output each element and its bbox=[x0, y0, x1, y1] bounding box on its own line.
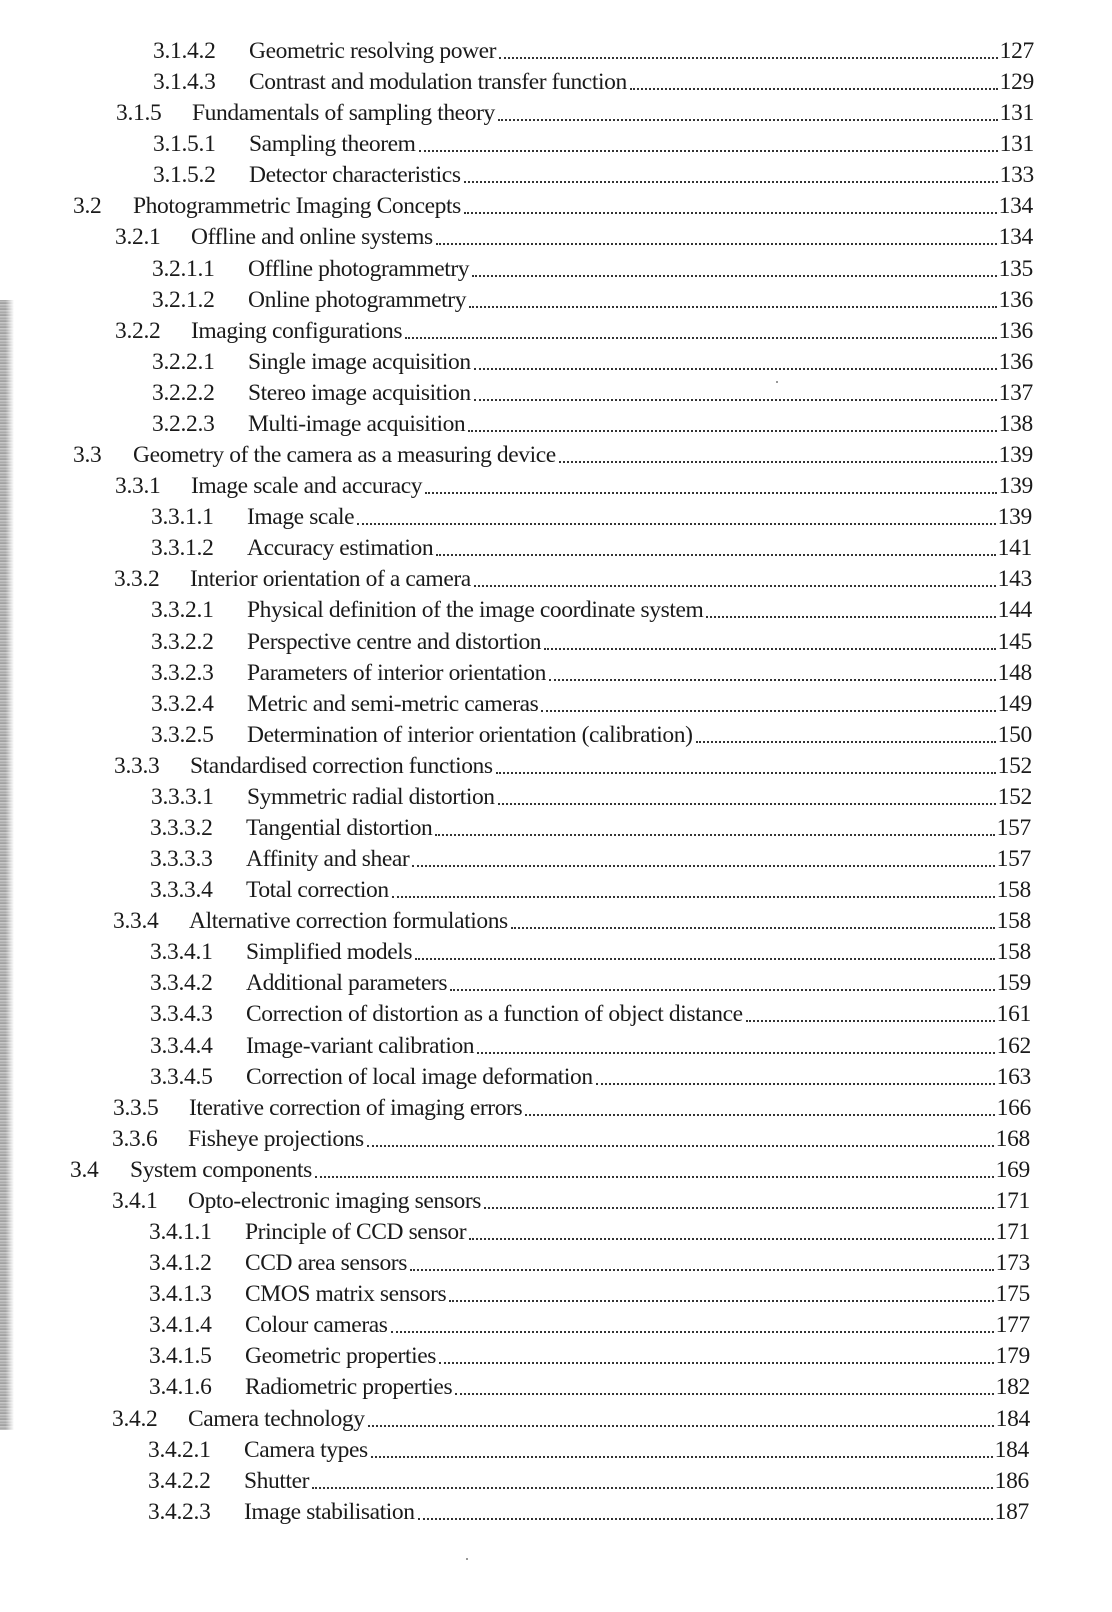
toc-entry-title: Accuracy estimation bbox=[247, 535, 434, 562]
toc-entry-number: 3.3.4.4 bbox=[150, 1032, 213, 1059]
toc-entry-page-number: 137 bbox=[998, 379, 1033, 406]
toc-entry-number: 3.3 bbox=[73, 442, 102, 469]
toc-entry[interactable] bbox=[150, 1062, 1031, 1093]
toc-entry-page-number: 148 bbox=[997, 659, 1032, 686]
toc-entry-title: Image stabilisation bbox=[244, 1498, 415, 1525]
toc-entry-number: 3.1.4.2 bbox=[153, 38, 216, 64]
toc-entry-page-number: 127 bbox=[999, 38, 1034, 64]
toc-entry-number: 3.3.2.3 bbox=[151, 659, 214, 686]
dot-leader bbox=[371, 1456, 993, 1458]
toc-entry-number: 3.2 bbox=[73, 193, 102, 220]
toc-entry-page-number: 157 bbox=[996, 846, 1031, 873]
toc-entry-title: Correction of local image deformation bbox=[246, 1063, 593, 1090]
toc-entry-page-number: 149 bbox=[997, 690, 1032, 717]
dot-leader bbox=[419, 150, 998, 152]
dot-leader bbox=[455, 1393, 993, 1395]
toc-entry[interactable] bbox=[73, 440, 1033, 471]
toc-entry-number: 3.3.3.4 bbox=[150, 877, 213, 904]
toc-entry-number: 3.4.1 bbox=[112, 1187, 158, 1214]
toc-entry-number: 3.3.3.2 bbox=[150, 815, 213, 841]
toc-entry-title: Stereo image acquisition bbox=[248, 379, 471, 406]
toc-entry-number: 3.3.4 bbox=[113, 908, 159, 935]
toc-entry-number: 3.4.1.5 bbox=[149, 1343, 212, 1370]
toc-entry-number: 3.4.1.3 bbox=[149, 1281, 212, 1308]
toc-entry-title: Alternative correction formulations bbox=[189, 908, 508, 935]
toc-entry[interactable] bbox=[151, 533, 1032, 564]
toc-entry-number: 3.4.2 bbox=[112, 1405, 158, 1432]
toc-entry[interactable] bbox=[148, 1466, 1029, 1497]
toc-entry-title: Shutter bbox=[244, 1467, 310, 1494]
toc-entry-number: 3.4 bbox=[70, 1156, 99, 1183]
toc-entry[interactable] bbox=[149, 1372, 1030, 1403]
toc-entry-page-number: 179 bbox=[995, 1343, 1030, 1370]
toc-entry-number: 3.4.1.4 bbox=[149, 1312, 212, 1339]
toc-entry-page-number: 171 bbox=[995, 1219, 1030, 1246]
toc-entry-number: 3.4.1.2 bbox=[149, 1250, 212, 1277]
toc-entry-number: 3.2.1 bbox=[115, 224, 161, 251]
toc-entry-page-number: 173 bbox=[995, 1250, 1030, 1277]
toc-entry-number: 3.2.2.3 bbox=[152, 410, 215, 437]
toc-entry-page-number: 162 bbox=[996, 1032, 1031, 1059]
toc-entry-page-number: 136 bbox=[998, 348, 1033, 375]
toc-entry-page-number: 175 bbox=[995, 1281, 1030, 1308]
toc-entry-title: Image-variant calibration bbox=[246, 1032, 475, 1059]
dot-leader bbox=[418, 1518, 993, 1520]
toc-entry-number: 3.3.4.1 bbox=[150, 939, 213, 966]
dot-leader bbox=[405, 337, 997, 339]
toc-entry[interactable] bbox=[149, 1310, 1030, 1341]
toc-entry-page-number: 187 bbox=[994, 1498, 1029, 1525]
toc-entry-page-number: 143 bbox=[997, 566, 1032, 593]
toc-entry[interactable] bbox=[114, 751, 1032, 782]
dot-leader bbox=[746, 1020, 995, 1022]
toc-entry[interactable] bbox=[112, 1404, 1030, 1435]
dot-leader bbox=[410, 1269, 994, 1271]
toc-entry-title: Principle of CCD sensor bbox=[245, 1219, 467, 1246]
toc-entry[interactable] bbox=[153, 36, 1034, 67]
toc-entry-title: Symmetric radial distortion bbox=[247, 783, 495, 810]
dot-leader bbox=[367, 1145, 994, 1147]
toc-entry[interactable] bbox=[151, 689, 1032, 720]
dot-leader bbox=[312, 1487, 993, 1489]
toc-entry[interactable] bbox=[151, 502, 1032, 533]
toc-entry-title: Offline photogrammetry bbox=[248, 255, 470, 282]
toc-entry-title: Detector characteristics bbox=[249, 162, 461, 189]
toc-entry[interactable] bbox=[152, 378, 1033, 409]
toc-entry[interactable] bbox=[149, 1248, 1030, 1279]
dot-leader bbox=[499, 57, 998, 59]
toc-entry-page-number: 184 bbox=[995, 1405, 1030, 1432]
toc-entry[interactable] bbox=[153, 129, 1034, 160]
toc-entry-title: CMOS matrix sensors bbox=[245, 1281, 447, 1308]
dot-leader bbox=[368, 1425, 994, 1427]
toc-entry-title: Geometric resolving power bbox=[249, 38, 497, 64]
toc-entry-number: 3.4.1.1 bbox=[149, 1219, 212, 1246]
toc-entry[interactable] bbox=[151, 720, 1032, 751]
toc-entry-title: Single image acquisition bbox=[248, 348, 471, 375]
toc-entry-title: Iterative correction of imaging errors bbox=[189, 1094, 523, 1121]
toc-entry[interactable] bbox=[150, 813, 1031, 844]
toc-entry-page-number: 131 bbox=[999, 131, 1034, 158]
toc-entry-title: Imaging configurations bbox=[191, 317, 403, 344]
toc-entry-number: 3.4.1.6 bbox=[149, 1374, 212, 1401]
toc-entry-number: 3.1.5.1 bbox=[153, 131, 216, 158]
toc-entry-number: 3.3.4.5 bbox=[150, 1063, 213, 1090]
toc-entry[interactable] bbox=[150, 1031, 1031, 1062]
toc-entry-page-number: 138 bbox=[998, 410, 1033, 437]
dot-leader bbox=[357, 523, 995, 525]
toc-entry[interactable] bbox=[153, 67, 1034, 98]
toc-entry-page-number: 139 bbox=[997, 504, 1032, 531]
toc-entry[interactable] bbox=[151, 782, 1032, 813]
dot-leader bbox=[468, 430, 996, 432]
toc-entry-title: Physical definition of the image coordinate system bbox=[247, 597, 704, 624]
toc-entry-page-number: 158 bbox=[996, 877, 1031, 904]
toc-entry[interactable] bbox=[151, 658, 1032, 689]
dot-leader bbox=[474, 368, 997, 370]
toc-entry-title: System components bbox=[130, 1156, 312, 1183]
toc-entry-page-number: 131 bbox=[999, 100, 1034, 127]
toc-entry[interactable] bbox=[115, 222, 1033, 253]
toc-entry-title: Multi-image acquisition bbox=[248, 410, 466, 437]
dot-leader bbox=[436, 243, 997, 245]
dot-leader bbox=[541, 710, 995, 712]
toc-entry-page-number: 157 bbox=[996, 815, 1031, 841]
toc-entry-page-number: 145 bbox=[997, 628, 1032, 655]
toc-entry-page-number: 152 bbox=[997, 783, 1032, 810]
toc-entry-number: 3.4.2.1 bbox=[148, 1436, 211, 1463]
toc-entry-title: Photogrammetric Imaging Concepts bbox=[133, 193, 461, 220]
toc-entry-number: 3.3.2.4 bbox=[151, 690, 214, 717]
toc-entry[interactable] bbox=[116, 98, 1034, 129]
dot-leader bbox=[474, 399, 997, 401]
toc-entry-number: 3.1.5 bbox=[116, 100, 162, 127]
dot-leader bbox=[477, 1052, 994, 1054]
toc-entry-title: Perspective centre and distortion bbox=[247, 628, 542, 655]
toc-entry-number: 3.4.2.3 bbox=[148, 1498, 211, 1525]
toc-entry-page-number: 182 bbox=[995, 1374, 1030, 1401]
toc-entry-number: 3.3.4.2 bbox=[150, 970, 213, 997]
toc-entry[interactable] bbox=[150, 875, 1031, 906]
dot-leader bbox=[511, 927, 995, 929]
toc-entry-title: Image scale and accuracy bbox=[191, 473, 423, 500]
toc-entry-number: 3.2.2.2 bbox=[152, 379, 215, 406]
scan-edge-shadow bbox=[0, 300, 14, 1430]
toc-entry-number: 3.3.1 bbox=[115, 473, 161, 500]
dot-leader bbox=[415, 958, 994, 960]
scan-speck bbox=[776, 381, 778, 383]
dot-leader bbox=[496, 772, 996, 774]
toc-entry-title: Determination of interior orientation (calibration) bbox=[247, 721, 693, 748]
toc-entry-page-number: 168 bbox=[995, 1125, 1030, 1152]
dot-leader bbox=[549, 679, 996, 681]
toc-entry-title: Contrast and modulation transfer function bbox=[249, 69, 627, 96]
dot-leader bbox=[544, 648, 995, 650]
toc-entry-title: Affinity and shear bbox=[246, 846, 410, 873]
toc-entry-title: Online photogrammetry bbox=[248, 286, 467, 313]
toc-entry-title: Correction of distortion as a function of object distance bbox=[246, 1001, 743, 1028]
toc-entry-page-number: 135 bbox=[998, 255, 1033, 282]
toc-entry-number: 3.3.1.2 bbox=[151, 535, 214, 562]
toc-entry[interactable] bbox=[115, 316, 1033, 347]
toc-entry[interactable] bbox=[114, 564, 1032, 595]
toc-entry[interactable] bbox=[151, 595, 1032, 626]
dot-leader bbox=[449, 1300, 993, 1302]
toc-entry-title: Image scale bbox=[247, 504, 355, 531]
toc-entry[interactable] bbox=[149, 1217, 1030, 1248]
toc-entry[interactable] bbox=[150, 968, 1031, 999]
toc-entry-page-number: 141 bbox=[997, 535, 1032, 562]
toc-entry-title: Simplified models bbox=[246, 939, 413, 966]
toc-entry-number: 3.4.2.2 bbox=[148, 1467, 211, 1494]
toc-entry-page-number: 166 bbox=[996, 1094, 1031, 1121]
toc-entry-page-number: 159 bbox=[996, 970, 1031, 997]
toc-entry-page-number: 184 bbox=[994, 1436, 1029, 1463]
toc-entry-page-number: 133 bbox=[999, 162, 1034, 189]
toc-entry-title: Sampling theorem bbox=[249, 131, 416, 158]
toc-entry-page-number: 158 bbox=[996, 908, 1031, 935]
toc-entry-page-number: 163 bbox=[996, 1063, 1031, 1090]
toc-entry-title: Fisheye projections bbox=[188, 1125, 364, 1152]
toc-entry-title: Fundamentals of sampling theory bbox=[192, 100, 495, 127]
toc-entry[interactable] bbox=[148, 1435, 1029, 1466]
dot-leader bbox=[696, 741, 996, 743]
toc-entry-number: 3.1.4.3 bbox=[153, 69, 216, 96]
dot-leader bbox=[469, 1238, 993, 1240]
dot-leader bbox=[596, 1083, 995, 1085]
dot-leader bbox=[630, 88, 998, 90]
toc-entry-number: 3.3.2 bbox=[114, 566, 160, 593]
toc-entry[interactable] bbox=[152, 285, 1033, 316]
toc-entry[interactable] bbox=[153, 160, 1034, 191]
dot-leader bbox=[559, 461, 997, 463]
toc-entry-title: Geometric properties bbox=[245, 1343, 437, 1370]
toc-entry-number: 3.1.5.2 bbox=[153, 162, 216, 189]
toc-entry[interactable] bbox=[150, 999, 1031, 1030]
dot-leader bbox=[469, 306, 997, 308]
toc-entry-number: 3.3.4.3 bbox=[150, 1001, 213, 1028]
toc-entry[interactable] bbox=[70, 1155, 1030, 1186]
dot-leader bbox=[391, 1331, 994, 1333]
toc-entry-title: Opto-electronic imaging sensors bbox=[188, 1187, 482, 1214]
toc-entry-page-number: 134 bbox=[998, 193, 1033, 220]
toc-entry[interactable] bbox=[112, 1124, 1030, 1155]
toc-entry-title: Radiometric properties bbox=[245, 1374, 453, 1401]
toc-entry-title: Parameters of interior orientation bbox=[247, 659, 546, 686]
toc-entry-page-number: 139 bbox=[998, 473, 1033, 500]
dot-leader bbox=[435, 834, 994, 836]
toc-entry-title: Additional parameters bbox=[246, 970, 448, 997]
dot-leader bbox=[464, 181, 998, 183]
toc-entry-title: Camera technology bbox=[188, 1405, 365, 1432]
toc-entry-page-number: 158 bbox=[996, 939, 1031, 966]
dot-leader bbox=[525, 1114, 994, 1116]
dot-leader bbox=[464, 212, 997, 214]
toc-entry-number: 3.2.2 bbox=[115, 317, 161, 344]
toc-entry-number: 3.3.5 bbox=[113, 1094, 159, 1121]
toc-entry-page-number: 161 bbox=[996, 1001, 1031, 1028]
toc-entry-page-number: 136 bbox=[998, 317, 1033, 344]
dot-leader bbox=[439, 1362, 994, 1364]
toc-entry[interactable] bbox=[148, 1497, 1029, 1528]
toc-entry-number: 3.3.2.2 bbox=[151, 628, 214, 655]
dot-leader bbox=[706, 616, 995, 618]
toc-entry[interactable] bbox=[149, 1279, 1030, 1310]
toc-entry-number: 3.2.2.1 bbox=[152, 348, 215, 375]
toc-entry-title: CCD area sensors bbox=[245, 1250, 407, 1277]
toc-entry-page-number: 150 bbox=[997, 721, 1032, 748]
scan-speck bbox=[466, 1558, 468, 1560]
toc-entry[interactable] bbox=[150, 844, 1031, 875]
toc-entry[interactable] bbox=[149, 1341, 1030, 1372]
toc-entry-title: Offline and online systems bbox=[191, 224, 433, 251]
toc-entry-title: Camera types bbox=[244, 1436, 368, 1463]
toc-entry[interactable] bbox=[113, 1093, 1031, 1124]
toc-entry-number: 3.3.2.5 bbox=[151, 721, 214, 748]
dot-leader bbox=[425, 492, 997, 494]
toc-entry-title: Metric and semi-metric cameras bbox=[247, 690, 539, 717]
toc-entry-number: 3.3.6 bbox=[112, 1125, 158, 1152]
toc-entry-page-number: 136 bbox=[998, 286, 1033, 313]
toc-entry-number: 3.3.3 bbox=[114, 752, 160, 779]
toc-entry-page-number: 139 bbox=[998, 442, 1033, 469]
toc-entry[interactable] bbox=[151, 627, 1032, 658]
toc-entry[interactable] bbox=[152, 347, 1033, 378]
dot-leader bbox=[412, 865, 994, 867]
toc-entry-title: Colour cameras bbox=[245, 1312, 388, 1339]
toc-entry[interactable] bbox=[150, 937, 1031, 968]
toc-entry-title: Standardised correction functions bbox=[190, 752, 493, 779]
toc-entry-title: Geometry of the camera as a measuring device bbox=[133, 442, 556, 469]
toc-entry-page-number: 177 bbox=[995, 1312, 1030, 1339]
toc-entry-number: 3.2.1.2 bbox=[152, 286, 215, 313]
toc-entry-page-number: 169 bbox=[995, 1156, 1030, 1183]
toc-entry-title: Tangential distortion bbox=[246, 815, 433, 841]
toc-entry-number: 3.2.1.1 bbox=[152, 255, 215, 282]
toc-entry[interactable] bbox=[152, 254, 1033, 285]
dot-leader bbox=[498, 803, 996, 805]
toc-entry-number: 3.3.3.1 bbox=[151, 783, 214, 810]
dot-leader bbox=[392, 896, 995, 898]
toc-entry-number: 3.3.2.1 bbox=[151, 597, 214, 624]
toc-entry-page-number: 129 bbox=[999, 69, 1034, 96]
toc-entry-page-number: 144 bbox=[997, 597, 1032, 624]
dot-leader bbox=[498, 119, 998, 121]
toc-entry-page-number: 152 bbox=[997, 752, 1032, 779]
toc-entry[interactable] bbox=[115, 471, 1033, 502]
dot-leader bbox=[436, 554, 995, 556]
toc-entry-title: Interior orientation of a camera bbox=[190, 566, 471, 593]
dot-leader bbox=[315, 1176, 994, 1178]
toc-entry-page-number: 171 bbox=[995, 1187, 1030, 1214]
toc-entry[interactable] bbox=[113, 906, 1031, 937]
toc-entry-title: Total correction bbox=[246, 877, 389, 904]
toc-entry-number: 3.3.1.1 bbox=[151, 504, 214, 531]
dot-leader bbox=[484, 1207, 994, 1209]
dot-leader bbox=[450, 989, 995, 991]
dot-leader bbox=[472, 275, 997, 277]
toc-entry[interactable] bbox=[152, 409, 1033, 440]
toc-entry[interactable] bbox=[112, 1186, 1030, 1217]
toc-entry-number: 3.3.3.3 bbox=[150, 846, 213, 873]
toc-entry-page-number: 186 bbox=[994, 1467, 1029, 1494]
toc-entry-page-number: 134 bbox=[998, 224, 1033, 251]
dot-leader bbox=[474, 585, 996, 587]
toc-entry[interactable] bbox=[73, 191, 1033, 222]
